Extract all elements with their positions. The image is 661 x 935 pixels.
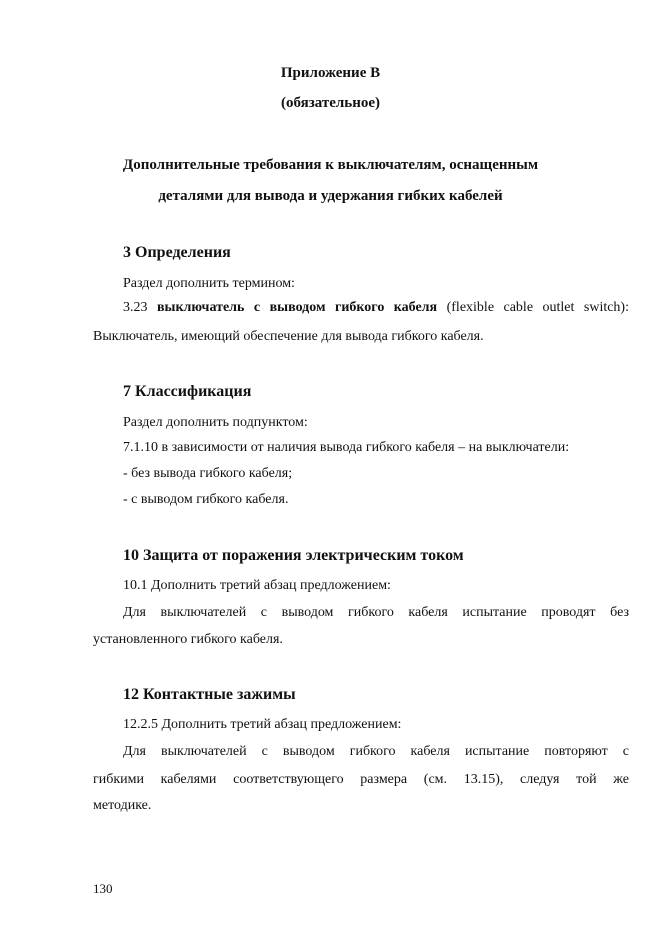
section-12-paragraph-2-line-3: методике. [93,798,152,813]
section-10-paragraph-2-line-1: Для выключателей с выводом гибкого кабеля испытание проводят без [123,605,629,620]
appendix-label: Приложение В [280,65,381,81]
section-10-paragraph-1: 10.1 Дополнить третий абзац предложением: [123,578,391,593]
section-7-list-item-1: - без вывода гибкого кабеля; [123,466,293,481]
section-12-paragraph-2-line-1: Для выключателей с выводом гибкого кабеля испытание повторяют с [123,744,629,759]
term-english: (flexible cable outlet switch): [437,300,629,315]
section-3-definition: Выключатель, имеющий обеспечение для вывода гибкого кабеля. [93,329,484,344]
appendix-status: (обязательное) [280,95,381,111]
appendix-title-line1: Дополнительные требования к выключателям, оснащенным [122,157,539,173]
section-12-heading: 12 Контактные зажимы [123,686,296,703]
section-7-list-item-2: - с выводом гибкого кабеля. [123,492,289,507]
section-12-paragraph-1: 12.2.5 Дополнить третий абзац предложением: [123,717,402,732]
section-3-paragraph-1: Раздел дополнить термином: [123,276,295,291]
section-10-heading: 10 Защита от поражения электрическим током [123,547,464,564]
section-7-paragraph-2: 7.1.10 в зависимости от наличия вывода гибкого кабеля – на выключатели: [123,440,570,455]
term-number: 3.23 [123,300,157,315]
section-3-term [123,299,629,317]
page-number: 130 [93,881,113,896]
section-7-paragraph-1: Раздел дополнить подпунктом: [123,415,308,430]
section-10-paragraph-2-line-2: установленного гибкого кабеля. [93,632,283,647]
section-12-paragraph-2-line-2: гибкими кабелями соответствующего размера (см. 13.15), следуя той же [93,772,629,787]
term-name: выключатель с выводом гибкого кабеля [156,300,438,315]
appendix-title-line2: деталями для вывода и удержания гибких кабелей [158,188,503,204]
section-7-heading: 7 Классификация [123,383,252,400]
section-3-heading: 3 Определения [123,244,231,261]
